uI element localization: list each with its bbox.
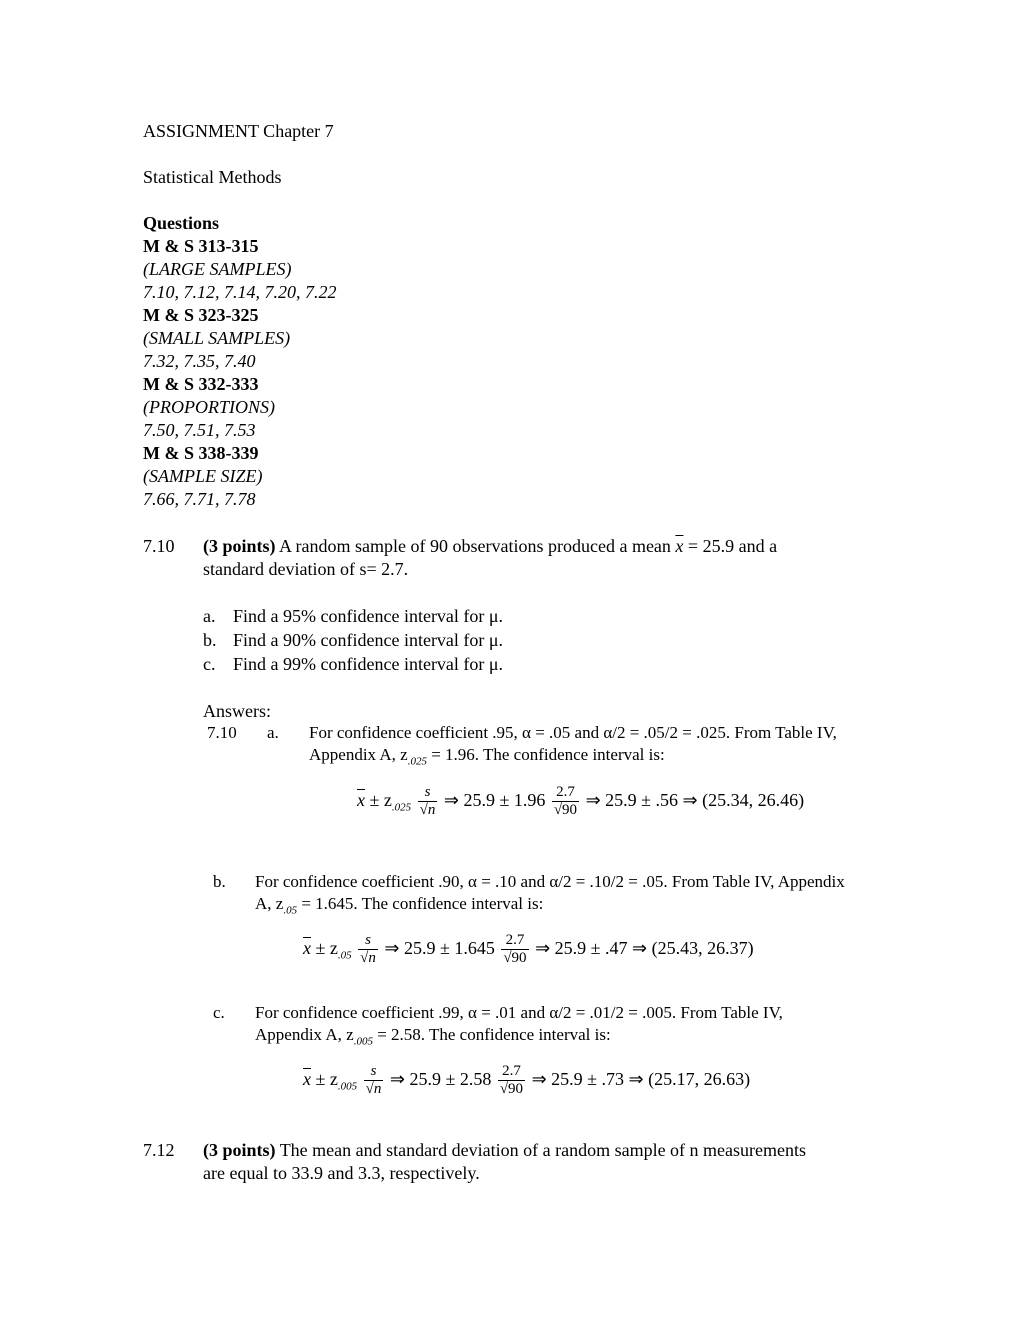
answer-text: For confidence coefficient .95, α = .05 and α/2 = .05/2 = .025. From Table IV, [309, 723, 837, 742]
question-text: (3 points) A random sample of 90 observations produced a mean $\overline{x} = 25.9$ and a [203, 536, 778, 556]
group-topic: (LARGE SAMPLES) [143, 259, 292, 279]
course-subject: Statistical Methods [143, 167, 282, 187]
answer-text-cont: A, $z_{.05} = 1.645$. The confidence interval is: [255, 894, 544, 917]
question-text-cont: standard deviation of s= 2.7. [203, 559, 409, 579]
question-text-cont: are equal to 33.9 and 3.3, respectively. [203, 1163, 480, 1183]
formula-c: $\overline{x} \pm z_{.005}$ $\frac{s}{√n}$ ⇒ 25.9 ± 2.58 $\frac{2.7}{√90}$ ⇒ 25.9 ± .73 ⇒ (25.17, 26.63) [303, 1063, 751, 1098]
part-text: Find a 90% confidence interval for μ. [233, 630, 504, 650]
page-title: ASSIGNMENT Chapter 7 [143, 121, 334, 141]
question-number: 7.10 [143, 536, 175, 556]
answer-letter: b. [213, 872, 226, 891]
group-items: 7.10, 7.12, 7.14, 7.20, 7.22 [143, 282, 337, 302]
group-pages: M & S 313-315 [143, 236, 259, 256]
answer-number: 7.10 [207, 723, 237, 742]
question-text: (3 points) The mean and standard deviation of a random sample of n measurements [203, 1140, 807, 1160]
part-letter: a. [203, 606, 216, 626]
group-items: 7.50, 7.51, 7.53 [143, 420, 256, 440]
group-pages: M & S 332-333 [143, 374, 259, 394]
answer-letter: c. [213, 1003, 225, 1022]
answers-label: Answers: [203, 701, 271, 721]
group-topic: (PROPORTIONS) [143, 397, 275, 417]
part-text: Find a 99% confidence interval for μ. [233, 654, 504, 674]
part-letter: c. [203, 654, 216, 674]
question-number: 7.12 [143, 1140, 175, 1160]
group-pages: M & S 323-325 [143, 305, 259, 325]
formula-a: $\overline{x} \pm z_{.025}$ $\frac{s}{√n}$ ⇒ 25.9 ± 1.96 $\frac{2.7}{√90}$ ⇒ 25.9 ± .56 ⇒ (25.34, 26.46) [357, 784, 805, 819]
questions-heading: Questions [143, 213, 220, 233]
points-label: (3 points) [203, 1140, 276, 1160]
group-topic: (SAMPLE SIZE) [143, 466, 263, 486]
answer-text: For confidence coefficient .90, α = .10 and α/2 = .10/2 = .05. From Table IV, Appendix [255, 872, 845, 891]
answer-text-cont: Appendix A, $z_{.025} = 1.96$. The confidence interval is: [309, 745, 665, 768]
answer-letter: a. [267, 723, 279, 742]
part-text: Find a 95% confidence interval for μ. [233, 606, 504, 626]
formula-b: $\overline{x} \pm z_{.05}$ $\frac{s}{√n}$ ⇒ 25.9 ± 1.645 $\frac{2.7}{√90}$ ⇒ 25.9 ± .47 ⇒ (25.43, 26.37) [303, 932, 754, 967]
answer-text-cont: Appendix A, $z_{.005} = 2.58$. The confidence interval is: [255, 1025, 611, 1048]
group-items: 7.32, 7.35, 7.40 [143, 351, 256, 371]
group-topic: (SMALL SAMPLES) [143, 328, 291, 348]
group-pages: M & S 338-339 [143, 443, 259, 463]
answer-text: For confidence coefficient .99, α = .01 and α/2 = .01/2 = .005. From Table IV, [255, 1003, 783, 1022]
part-letter: b. [203, 630, 217, 650]
points-label: (3 points) [203, 536, 276, 556]
group-items: 7.66, 7.71, 7.78 [143, 489, 256, 509]
